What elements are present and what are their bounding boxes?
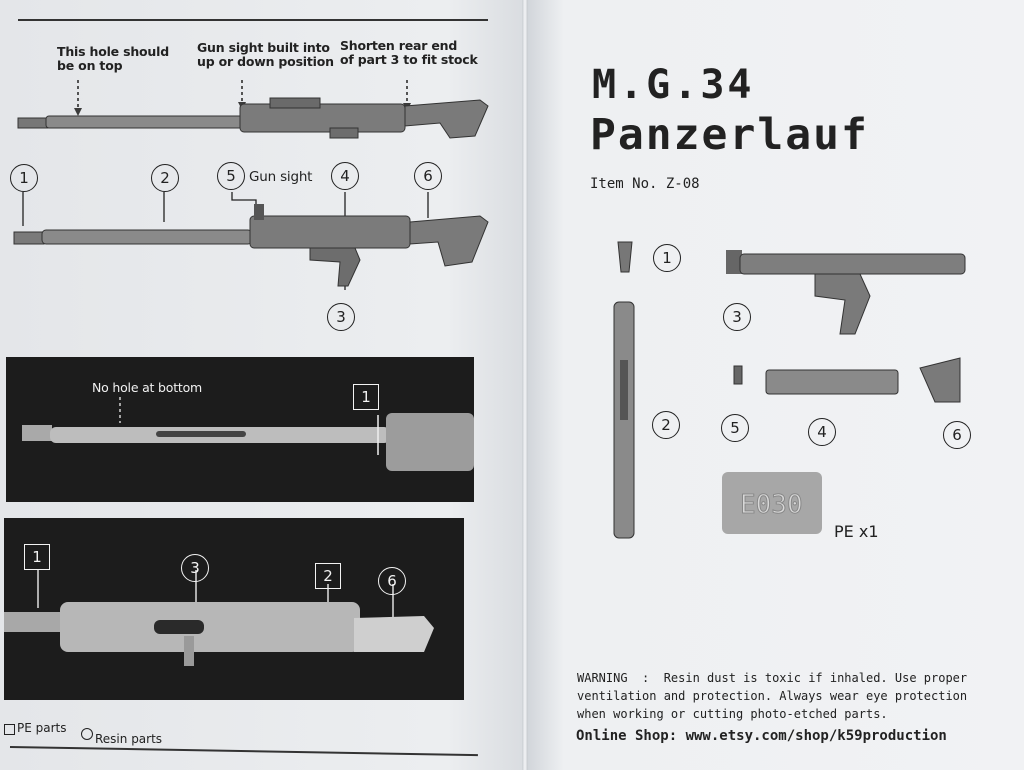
item-number: Item No. Z-08 [590,176,700,192]
part-number-3: 3 [327,303,355,331]
right-part-2: 2 [652,411,680,439]
legend-resin-circle [81,728,93,740]
photo2-box-1: 1 [24,544,50,570]
right-part-1: 1 [653,244,681,272]
right-part-3: 3 [723,303,751,331]
photo1-box-1: 1 [353,384,379,410]
callout-no-hole-bottom: No hole at bottom [92,380,203,395]
exploded-gun-drawing [10,190,490,300]
callout-gun-sight-position: Gun sight built into up or down position [197,40,334,69]
top-rule [18,19,488,21]
part-number-5: 5 [217,162,245,190]
warning-line-3: when working or cutting photo-etched parts. [577,707,888,721]
photo1-gun-render [6,395,474,485]
part-number-2: 2 [151,164,179,192]
photo2-circle-3: 3 [181,554,209,582]
warning-line-2: ventilation and protection. Always wear eye protection [577,689,968,703]
photo2-box-2: 2 [315,563,341,589]
title-line-2: Panzerlauf [590,110,869,160]
top-assembled-gun-drawing [10,78,490,148]
right-part-4: 4 [808,418,836,446]
callout-hole-top: This hole should be on top [57,44,169,73]
part-number-6: 6 [414,162,442,190]
page-fold [522,0,528,770]
online-shop-line: Online Shop: www.etsy.com/shop/k59production [576,728,947,744]
part-number-4: 4 [331,162,359,190]
pe-count-label: PE x1 [834,522,879,541]
right-part-5: 5 [721,414,749,442]
right-part-6: 6 [943,421,971,449]
legend-resin-label: Resin parts [95,732,163,746]
legend-pe-label: PE parts [17,721,67,735]
gun-sight-label: Gun sight [249,169,313,185]
callout-shorten-rear: Shorten rear end of part 3 to fit stock [340,38,478,67]
legend-pe-box [4,724,15,735]
warning-line-1: WARNING : Resin dust is toxic if inhaled. Use proper [577,671,968,685]
parts-layout-render [600,230,1000,550]
part-number-1: 1 [10,164,38,192]
title-line-1: M.G.34 [592,62,755,108]
svg-text:E030: E030 [740,490,803,520]
photo2-circle-6: 6 [378,567,406,595]
